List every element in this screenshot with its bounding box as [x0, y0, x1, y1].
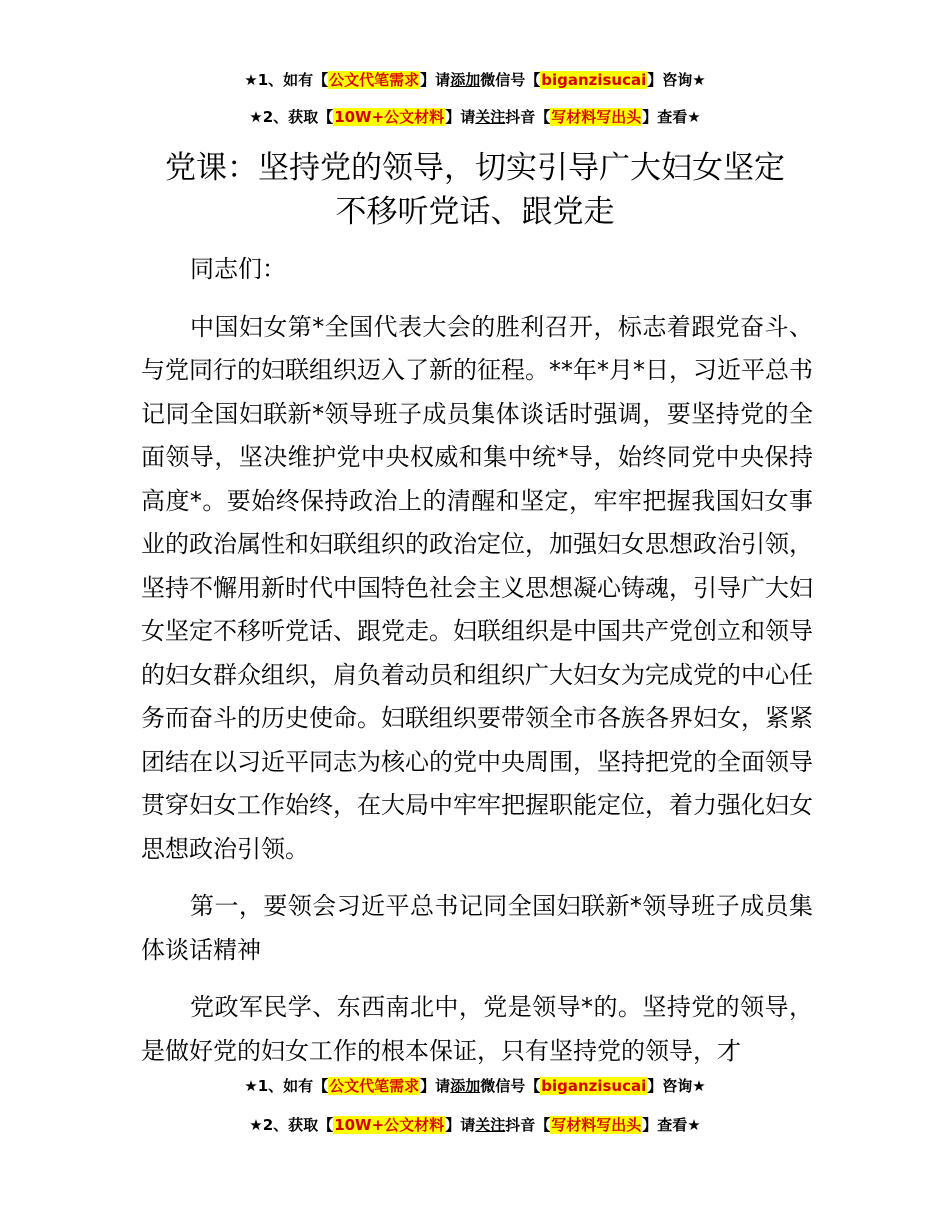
- banner-text: 微信号【: [480, 71, 541, 89]
- banner-highlight: 写材料写出头: [551, 108, 642, 126]
- banner-highlight: biganzisucai: [541, 71, 647, 89]
- banner-text: ★2、获取【: [249, 1116, 334, 1134]
- banner-underlined: 关注: [475, 108, 506, 126]
- banner-text: 抖音【: [505, 108, 551, 126]
- banner-text: 】请: [420, 1077, 451, 1095]
- banner-text: 】请: [445, 1116, 476, 1134]
- banner-underlined: 添加: [450, 71, 481, 89]
- banner-highlight: biganzisucai: [541, 1077, 647, 1095]
- footer-banner-line-2: [0, 1115, 950, 1135]
- paragraph-2: 党政军民学、东西南北中，党是领导*的。坚持党的领导，是做好党的妇女工作的根本保证，只有坚持党的领导，才: [141, 993, 813, 1065]
- banner-highlight: 公文代笔需求: [329, 1077, 420, 1095]
- banner-highlight: 10W+公文材料: [334, 108, 445, 126]
- footer-banner-line-1: [0, 1076, 950, 1096]
- document-body: [141, 248, 813, 1087]
- document-title: [120, 146, 830, 234]
- greeting: 同志们：: [190, 255, 286, 283]
- title-line-1: 党课：坚持党的领导，切实引导广大妇女坚定: [165, 150, 785, 186]
- banner-text: 】查看★: [642, 1116, 701, 1134]
- banner-text: 】请: [445, 108, 476, 126]
- banner-text: 】咨询★: [647, 1077, 706, 1095]
- banner-text: 】请: [420, 71, 451, 89]
- banner-text: 微信号【: [480, 1077, 541, 1095]
- header-banner-line-1: [0, 70, 950, 90]
- section-heading-1: 第一，要领会习近平总书记同全国妇联新*领导班子成员集体谈话精神: [141, 892, 813, 964]
- banner-highlight: 写材料写出头: [551, 1116, 642, 1134]
- banner-underlined: 添加: [450, 1077, 481, 1095]
- header-banner-line-2: [0, 107, 950, 127]
- paragraph-1: 中国妇女第*全国代表大会的胜利召开，标志着跟党奋斗、与党同行的妇联组织迈入了新的征程。**年*月*日，习近平总书记同全国妇联新*领导班子成员集体谈话时强调，要坚持党的全面领导，坚决维护党中央权威和集中统*导，始终同党中央保持高度*。要始终保持政治上的清醒和坚定，牢牢把握我国妇女事业的政治属性和妇联组织的政治定位，加强妇女思想政治引领，坚持不懈用新时代中国特色社会主义思想凝心铸魂，引导广大妇女坚定不移听党话、跟党走。妇联组织是中国共产党创立和领导的妇女群众组织，肩负着动员和组织广大妇女为完成党的中心任务而奋斗的历史使命。妇联组织要带领全市各族各界妇女，紧紧团结在以习近平同志为核心的党中央周围，坚持把党的全面领导贯穿妇女工作始终，在大局中牢牢把握职能定位，着力强化妇女思想政治引领。: [141, 312, 813, 863]
- banner-highlight: 10W+公文材料: [334, 1116, 445, 1134]
- banner-text: 】查看★: [642, 108, 701, 126]
- banner-underlined: 关注: [475, 1116, 506, 1134]
- banner-text: ★1、如有【: [244, 71, 329, 89]
- banner-highlight: 公文代笔需求: [329, 71, 420, 89]
- banner-text: ★1、如有【: [244, 1077, 329, 1095]
- banner-text: 抖音【: [505, 1116, 551, 1134]
- banner-text: ★2、获取【: [249, 108, 334, 126]
- title-line-2: 不移听党话、跟党走: [335, 194, 615, 230]
- banner-text: 】咨询★: [647, 71, 706, 89]
